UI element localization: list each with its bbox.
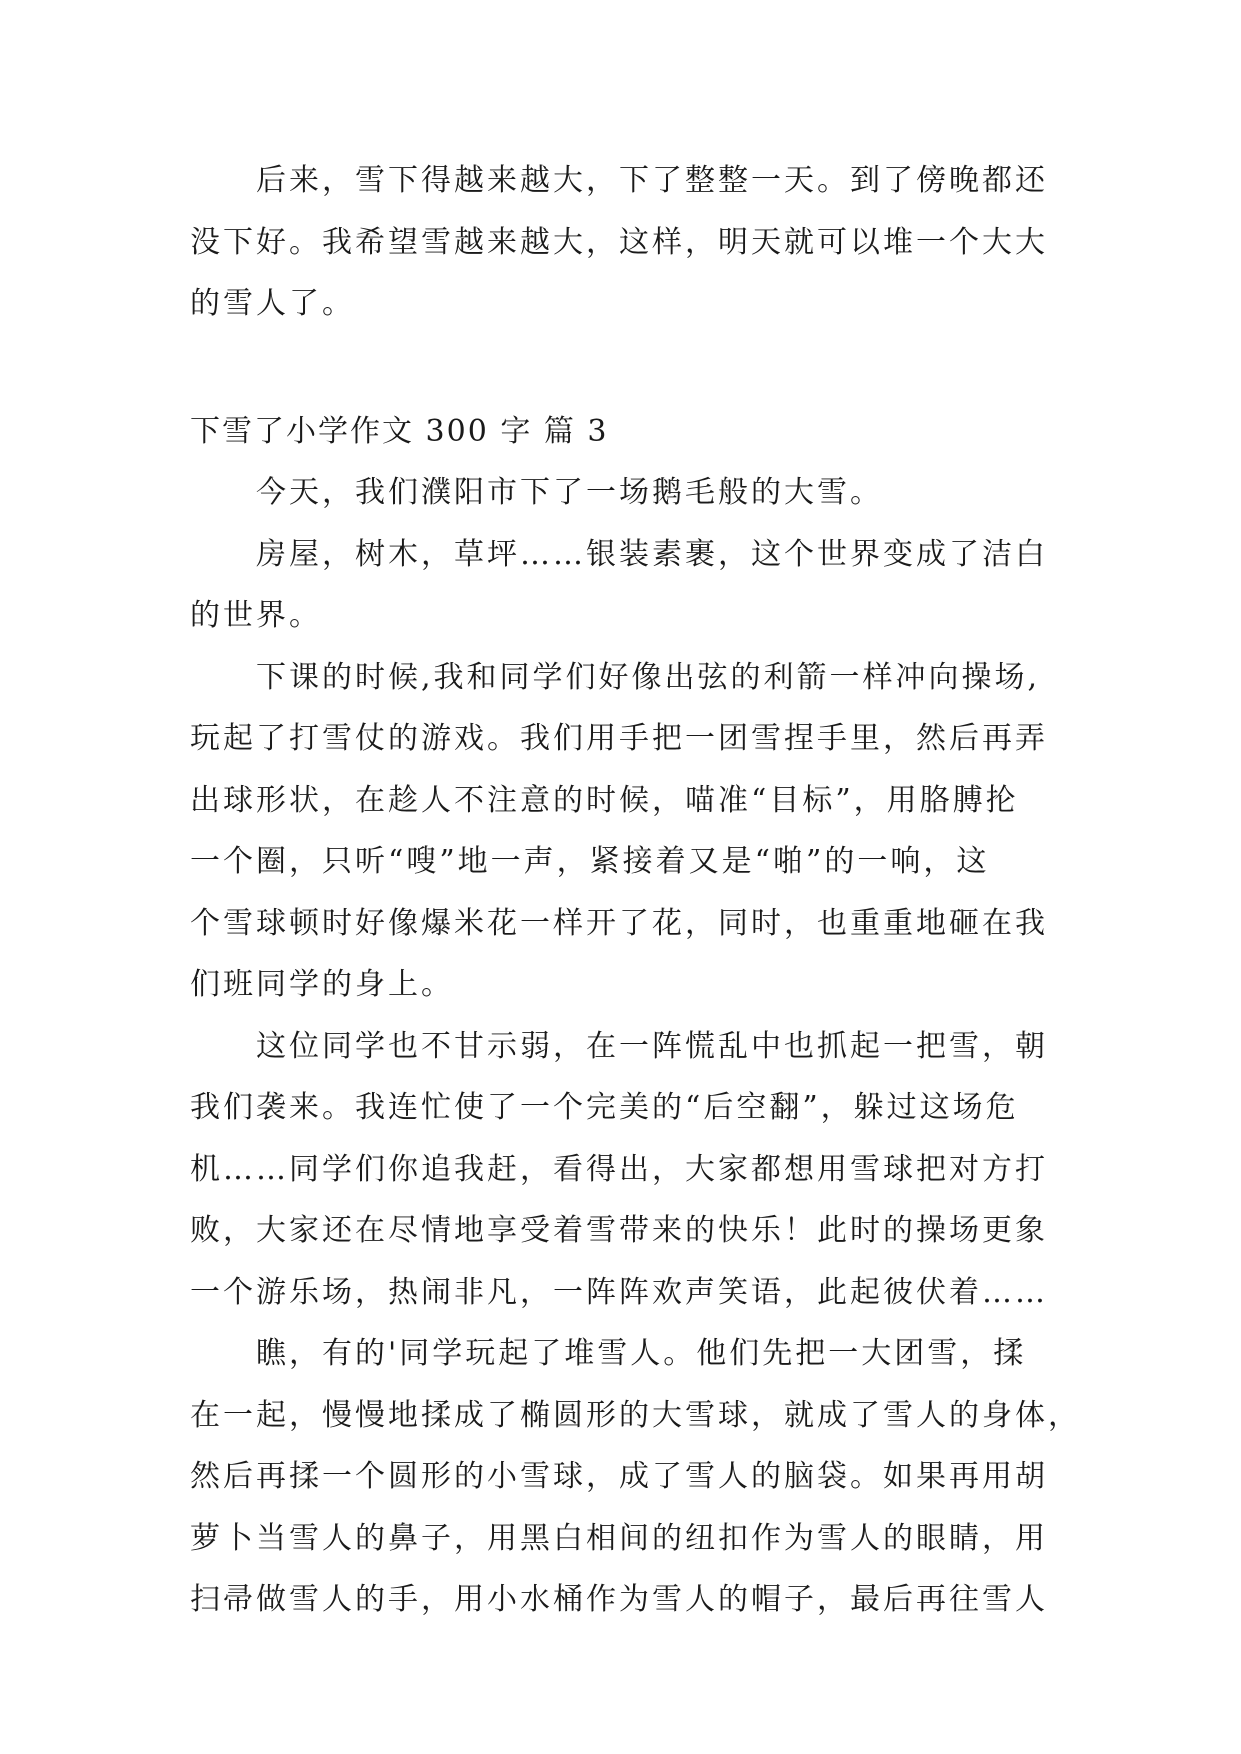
paragraph	[190, 462, 1050, 524]
text-line: 们班同学的身上。	[190, 967, 454, 1002]
text-line: 我们袭来。我连忙使了一个完美的“后空翻”，躲过这场危	[190, 1090, 1019, 1125]
text-line: 没下好。我希望雪越来越大，这样，明天就可以堆一个大大	[190, 224, 1048, 260]
text-line: 瞧，有的'同学玩起了堆雪人。他们先把一大团雪，揉	[256, 1336, 1027, 1371]
text-line: 后来，雪下得越来越大，下了整整一天。到了傍晚都还	[256, 163, 1048, 198]
text-line: 扫帚做雪人的手，用小水桶作为雪人的帽子，最后再往雪人	[190, 1582, 1048, 1617]
text-line: 败，大家还在尽情地享受着雪带来的快乐！此时的操场更象	[190, 1213, 1048, 1248]
text-line: 房屋，树木，草坪……银装素裹，这个世界变成了洁白	[256, 536, 1048, 572]
text-line: 在一起，慢慢地揉成了椭圆形的大雪球，就成了雪人的身体，	[190, 1397, 1081, 1433]
document-page	[190, 150, 1081, 1631]
paragraph	[190, 524, 1050, 647]
text-line: 出球形状，在趁人不注意的时候，喵准“目标”，用胳膊抡	[190, 782, 1019, 818]
text-line: 机……同学们你追我赶，看得出，大家都想用雪球把对方打	[190, 1151, 1048, 1187]
paragraph	[190, 647, 1050, 1016]
text-line: 这位同学也不甘示弱，在一阵慌乱中也抓起一把雪，朝	[256, 1028, 1048, 1064]
text-line: 一个游乐场，热闹非凡，一阵阵欢声笑语，此起彼伏着……	[190, 1274, 1048, 1310]
text-line: 的世界。	[190, 598, 322, 633]
text-line: 的雪人了。	[190, 286, 355, 321]
text-line: 一个圈，只听“嗖”地一声，紧接着又是“啪”的一响，这	[190, 844, 990, 879]
text-line: 今天，我们濮阳市下了一场鹅毛般的大雪。	[256, 475, 883, 510]
paragraph	[190, 1016, 1050, 1324]
paragraph	[190, 150, 1050, 335]
text-line: 下课的时候,我和同学们好像出弦的利箭一样冲向操场,	[256, 659, 1041, 695]
paragraph	[190, 1323, 1081, 1631]
section-heading: 下雪了小学作文 300 字 篇 3	[190, 413, 609, 449]
text-line: 玩起了打雪仗的游戏。我们用手把一团雪捏手里，然后再弄	[190, 721, 1048, 756]
text-line: 然后再揉一个圆形的小雪球，成了雪人的脑袋。如果再用胡	[190, 1459, 1048, 1494]
spacer	[190, 335, 1050, 401]
text-line: 萝卜当雪人的鼻子，用黑白相间的纽扣作为雪人的眼睛，用	[190, 1520, 1048, 1556]
text-line: 个雪球顿时好像爆米花一样开了花，同时，也重重地砸在我	[190, 905, 1048, 941]
